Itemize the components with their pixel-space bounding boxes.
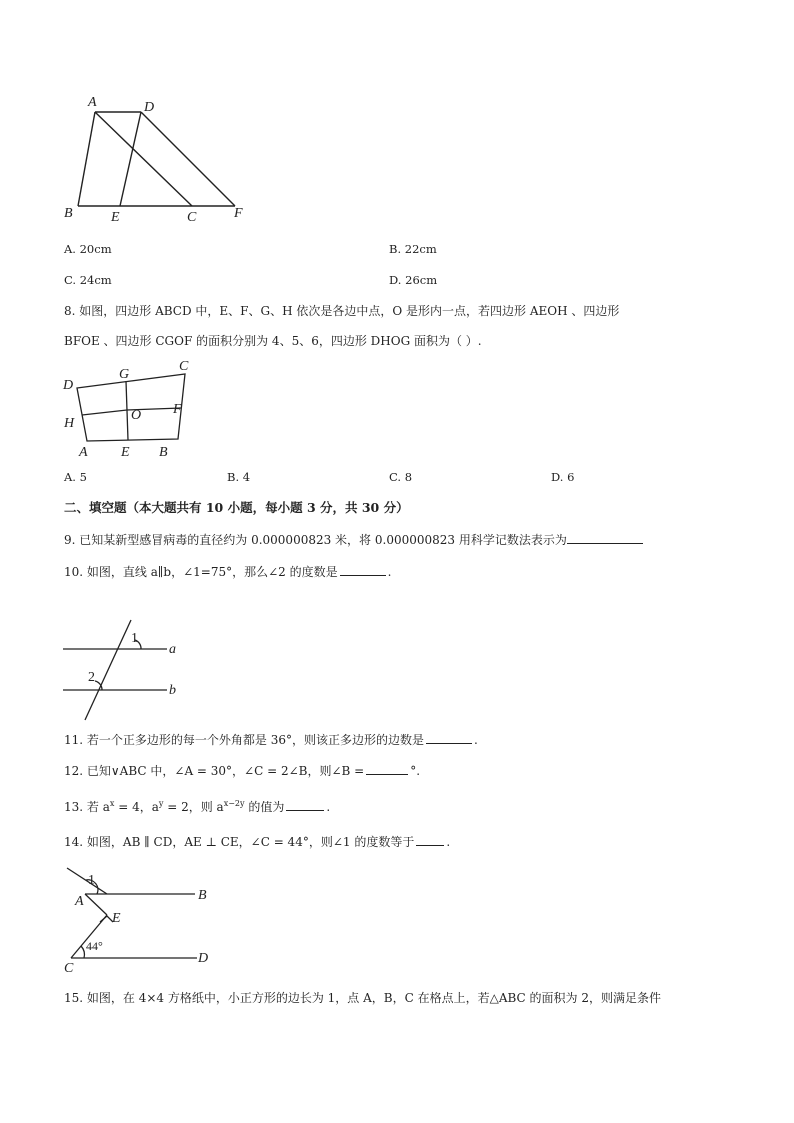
label-A: A xyxy=(79,445,88,460)
q12-answer-blank[interactable] xyxy=(366,762,408,775)
label-F: F xyxy=(234,206,243,221)
q8-text-line1: 8. 如图，四边形 ABCD 中，E、F、G、H 依次是各边中点，O 是形内一点，若四边形 AEOH 、四边形 xyxy=(64,304,620,318)
q8-choice-b: B. 4 xyxy=(227,470,251,484)
q12-text: 12. 已知∨ABC 中，∠A = 30°，∠C = 2∠B，则∠B = xyxy=(64,764,365,778)
label-E: E xyxy=(121,445,130,460)
q7-choice-b: B. 22cm xyxy=(389,242,437,256)
label-B: B xyxy=(159,445,168,460)
trapezoid-figure xyxy=(55,90,265,230)
angle-44-label: 44° xyxy=(86,939,103,953)
q8-choice-a: A. 5 xyxy=(64,470,87,484)
label-O: O xyxy=(131,408,142,423)
q13-text-d: 的值为 xyxy=(244,800,285,814)
q13-sup-y: y xyxy=(158,799,164,808)
q11-text: 11. 若一个正多边形的每一个外角都是 36°，则该正多边形的边数是 xyxy=(64,733,424,747)
label-C: C xyxy=(179,359,189,374)
angle-1-label: 1 xyxy=(131,631,138,646)
q12-line xyxy=(64,762,420,779)
label-E: E xyxy=(111,210,120,225)
q13-text-a: 13. 若 a xyxy=(64,800,110,814)
q11-line xyxy=(64,731,478,748)
label-B: B xyxy=(64,206,73,221)
q13-end: . xyxy=(326,800,331,814)
q13-answer-blank[interactable] xyxy=(286,798,324,811)
q10-text: 10. 如图，直线 a∥b，∠1=75°，那么∠2 的度数是 xyxy=(64,565,338,579)
label-F: F xyxy=(173,402,182,417)
line-b-label: b xyxy=(169,683,176,698)
label-B: B xyxy=(198,888,207,903)
label-C: C xyxy=(64,961,74,976)
q13-text-b: = 4，a xyxy=(114,800,159,814)
q11-end: . xyxy=(474,733,478,747)
line-a-label: a xyxy=(169,642,176,657)
q14-text: 14. 如图，AB ∥ CD，AE ⊥ CE，∠C = 44°，则∠1 的度数等于 xyxy=(64,835,415,849)
q7-choice-a: A. 20cm xyxy=(64,242,112,256)
label-D: D xyxy=(144,100,155,115)
q10-line xyxy=(64,563,391,580)
q8-choice-c: C. 8 xyxy=(389,470,413,484)
label-H: H xyxy=(64,416,75,431)
label-G: G xyxy=(119,367,130,382)
label-A: A xyxy=(75,894,84,909)
q9-text: 9. 已知某新型感冒病毒的直径约为 0.000000823 米，将 0.000000823 用科学记数法表示为 xyxy=(64,533,567,547)
q8-text-line2: BFOE 、四边形 CGOF 的面积分别为 4、5、6，四边形 DHOG 面积为（ ）. xyxy=(64,334,482,348)
label-C: C xyxy=(187,210,197,225)
section-title: 二、填空题（本大题共有 10 小题，每小题 3 分，共 30 分） xyxy=(64,500,409,515)
quadrilateral-figure xyxy=(55,355,205,465)
label-D: D xyxy=(63,378,74,393)
label-D: D xyxy=(198,951,209,966)
angle-1-label: 1 xyxy=(88,873,95,888)
q10-end: . xyxy=(387,565,392,579)
q14-answer-blank[interactable] xyxy=(416,833,444,846)
label-E: E xyxy=(112,911,121,926)
angle-2-label: 2 xyxy=(88,670,95,685)
q11-answer-blank[interactable] xyxy=(426,731,472,744)
q13-line xyxy=(64,796,330,815)
q7-choice-d: D. 26cm xyxy=(389,273,438,287)
q9-line xyxy=(64,531,643,548)
q12-end: °. xyxy=(410,764,421,778)
q13-text-c: = 2，则 a xyxy=(163,800,224,814)
q14-end: . xyxy=(446,835,451,849)
q13-sup-x-2y: x−2y xyxy=(223,799,245,808)
q9-answer-blank[interactable] xyxy=(567,531,643,544)
parallel-lines-figure xyxy=(55,612,205,722)
q7-choice-c: C. 24cm xyxy=(64,273,112,287)
q8-choice-d: D. 6 xyxy=(551,470,575,484)
q13-sup-x: x xyxy=(109,799,115,808)
q15-text: 15. 如图，在 4×4 方格纸中，小正方形的边长为 1，点 A，B，C 在格点上，若△ABC 的面积为 2，则满足条件 xyxy=(64,991,661,1005)
q10-answer-blank[interactable] xyxy=(340,563,386,576)
label-A: A xyxy=(88,95,97,110)
parallel-angle-figure xyxy=(55,862,230,977)
q14-line xyxy=(64,833,450,850)
